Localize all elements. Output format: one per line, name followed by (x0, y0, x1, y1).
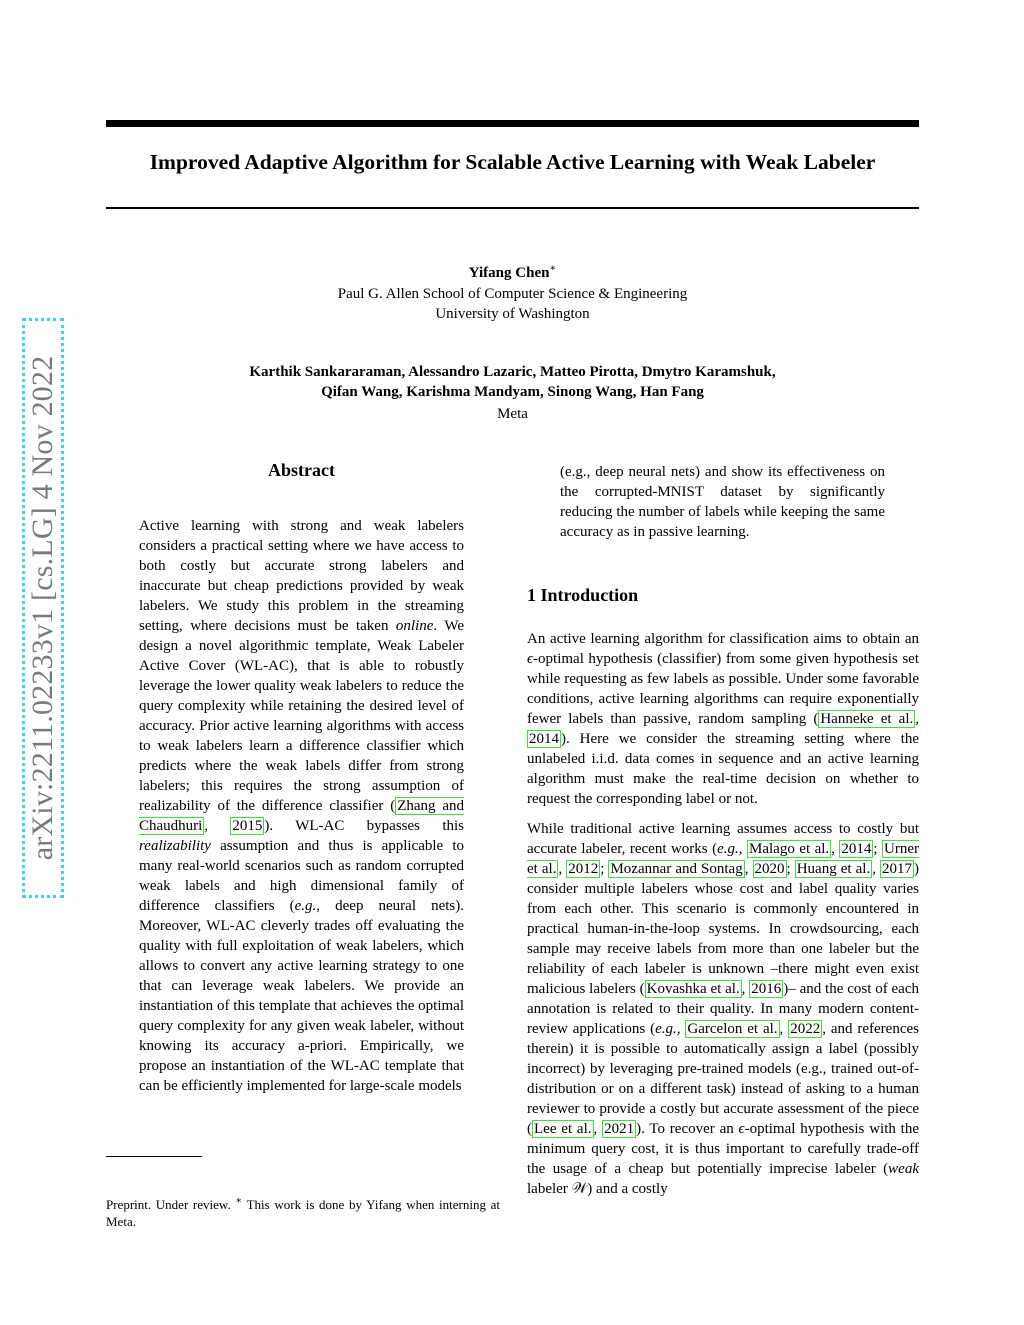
intro-emphasis: weak (888, 1161, 919, 1177)
abstract-emphasis: e.g., (294, 898, 321, 914)
citation-link[interactable]: Mozannar and Sontag (610, 861, 743, 877)
paper-title: Improved Adaptive Algorithm for Scalable Active Learning with Weak Labeler (149, 150, 876, 174)
citation-separator: ; (873, 841, 883, 857)
abstract-emphasis: realizability (139, 838, 211, 854)
intro-text: ). Here we consider the streaming setting where the unlabeled i.i.d. data comes in sequence and an active learning algorithm must make the real-time decision on whether to request the corresponding label or not. (527, 731, 919, 807)
citation-link[interactable]: Kovashka et al. (646, 981, 740, 997)
math-epsilon: ϵ (738, 1121, 745, 1137)
citation-year-link[interactable]: 2017 (882, 861, 912, 877)
abstract-continuation: (e.g., deep neural nets) and show its effectiveness on the corrupted-MNIST dataset by significantly reducing the number of labels while keeping the same accuracy as in passive learning. (560, 464, 885, 540)
citation-separator: ; (600, 861, 609, 877)
intro-paragraph-1: An active learning algorithm for classification aims to obtain an ϵ-optimal hypothesis (classifier) from some given hypothesis set while requesting as few labels as possible. Under some favorable conditions, active learning algorithms can require exponentially fewer labels than passive, random sampling ( Hanneke et al. , 2014 ). Here we consider the streaming setting where the unlabeled i.i.d. data comes in sequence and an active learning algorithm must make the real-time decision on whether to request the corresponding label or not. (527, 631, 919, 807)
section-heading-introduction: 1 Introduction (527, 585, 639, 605)
abstract-emphasis: online (395, 618, 434, 634)
first-author-affiliation-2: University of Washington (435, 306, 590, 322)
abstract-body (139, 516, 464, 1096)
citation-year-link[interactable]: 2021 (604, 1121, 635, 1137)
citation-year-link[interactable]: 2014 (841, 841, 872, 857)
first-author-name: Yifang Chen (468, 265, 550, 281)
citation-link[interactable]: Garcelon et al. (687, 1021, 778, 1037)
author-group-affiliation: Meta (497, 406, 528, 422)
intro-text: labeler (527, 1181, 572, 1197)
citation-year-link[interactable]: 2015 (232, 818, 263, 834)
citation-link[interactable]: Zhang and Chaudhuri (139, 798, 464, 834)
first-author (106, 263, 919, 283)
author-footnote-mark: ∗ (549, 263, 557, 274)
math-epsilon: ϵ (527, 651, 534, 667)
citation-link[interactable]: Huang et al. (796, 861, 871, 877)
citation-separator: ; (786, 861, 795, 877)
title-rule-top (106, 120, 919, 127)
math-weak-labeler-symbol: 𝒲 (571, 1181, 588, 1197)
abstract-text: Active learning with strong and weak labelers considers a practical setting where we have access to both costly but accurate strong labelers and inaccurate but cheap predictions provided by weak labelers. We study this problem in the streaming setting, where decisions must be taken (139, 518, 464, 634)
title-rule-bottom (106, 207, 919, 209)
first-author-affiliation-1: Paul G. Allen School of Computer Science & Engineering (337, 286, 688, 302)
introduction-body (527, 629, 919, 1199)
arxiv-id: arXiv:2211.02233v1 [cs.LG] 4 Nov 2022 (26, 355, 59, 861)
intro-text: While traditional active learning assumes access to costly but accurate labeler, recent works ( (527, 821, 919, 857)
intro-text: )– and the cost of each annotation is related to their quality. In many modern content-review applications ( (527, 981, 919, 1037)
citation-year-link[interactable]: 2016 (751, 981, 782, 997)
abstract-text: deep neural nets). Moreover, WL-AC cleverly trades off evaluating the quality with full exploitation of weak labelers, which allows to convert any active learning strategy to one that can leverage weak labelers. We provide an instantiation of this template that achieves the optimal query complexity for any given weak labeler, without knowing its accuracy a-priori. Empirically, we propose an instantiation of the WL-AC template that can be efficiently implemented for large-scale models (139, 898, 464, 1094)
abstract-text: assumption and thus is applicable to many real-world scenarios such as random corrupted weak labels and high dimensional family of difference classifiers ( (139, 838, 464, 914)
citation-link[interactable]: Malago et al. (749, 841, 830, 857)
abstract-text: ). WL-AC bypasses this (264, 818, 464, 834)
footnote-rule (106, 1156, 202, 1157)
citation-year-link[interactable]: 2014 (529, 731, 559, 747)
citation-link[interactable]: Hanneke et al. (820, 711, 914, 727)
intro-text: -optimal hypothesis with the minimum query cost, it is thus important to carefully trade-off the usage of a cheap but potentially imprecise labeler ( (527, 1121, 920, 1177)
citation-year-link[interactable]: 2012 (568, 861, 599, 877)
citation-year-link[interactable]: 2020 (754, 861, 785, 877)
author-group-line-1: Karthik Sankararaman, Alessandro Lazaric, Matteo Pirotta, Dmytro Karamshuk, (249, 364, 776, 380)
footnote (106, 1196, 500, 1230)
footnote-text: Preprint. Under review. (106, 1197, 236, 1212)
abstract-paragraph: Active learning with strong and weak labelers considers a practical setting where we have access to both costly but accurate strong labelers and inaccurate but cheap predictions provided by weak labelers. We study this problem in the streaming setting, where decisions must be taken online. We design a novel algorithmic template, Weak Labeler Active Cover (WL-AC), that is able to robustly leverage the lower quality weak labelers to reduce the query complexity while retaining the desired level of accuracy. Prior active learning algorithms with access to weak labelers learn a difference classifier which predicts where the weak labels differ from strong labelers; this requires the strong assumption of realizability of the difference classifier ( Zhang and Chaudhuri , 2015 ). WL-AC bypasses this realizability assumption and thus is applicable to many real-world scenarios such as random corrupted weak labels and high dimensional family of difference classifiers (e.g., deep neural nets). Moreover, WL-AC cleverly trades off evaluating the quality with full exploitation of weak labelers, which allows to convert any active learning strategy to one that can leverage weak labelers. We provide an instantiation of this template that achieves the optimal query complexity for any given weak labeler, without knowing its accuracy a-priori. Empirically, we propose an instantiation of the WL-AC template that can be efficiently implemented for large-scale models (139, 518, 464, 1094)
citation-year-link[interactable]: 2022 (790, 1021, 821, 1037)
intro-text: ). To recover an (636, 1121, 739, 1137)
citation-link[interactable]: Urner et al. (527, 841, 920, 877)
footnote-mark: ∗ (235, 1195, 243, 1207)
intro-text: -optimal hypothesis (classifier) from some given hypothesis set while requesting as few labels as possible. Under some favorable conditions, active learning algorithms can require exponentially fewer labels than passive, random sampling ( (527, 651, 919, 727)
footnote-text: This work is done by Yifang when interning at Meta. (106, 1197, 500, 1229)
intro-paragraph-2: While traditional active learning assumes access to costly but accurate labeler, recent works (e.g., Malago et al. , 2014 ; Urner et al. , 2012 ; Mozannar and Sontag , 2020 ; Huang et al. , 2017 ) consider multiple labelers whose cost and label quality varies from each other. This scenario is commonly encountered in practical human-in-the-loop systems. In crowdsourcing, each sample may receive labels from more than one labeler but the reliability of each labeler is unknown –there might even exist malicious labelers ( Kovashka et al. , 2016 )– and the cost of each annotation is related to their quality. In many modern content-review applications (e.g., Garcelon et al. , 2022 , and references therein) it is possible to automatically assign a label (possibly incorrect) by leveraging pre-trained models (e.g., trained out-of-distribution or on a different task) instead of asking to a human reviewer to provide a costly but accurate assessment of the piece ( Lee et al. , 2021 ). To recover an ϵ-optimal hypothesis with the minimum query cost, it is thus important to carefully trade-off the usage of a cheap but potentially imprecise labeler (weak labeler 𝒲) and a costly (527, 821, 920, 1197)
abstract-heading: Abstract (268, 460, 335, 480)
intro-text: An active learning algorithm for classification aims to obtain an (527, 631, 919, 647)
intro-text: ) and a costly (587, 1181, 668, 1197)
citation-link[interactable]: Lee et al. (534, 1121, 592, 1137)
author-group-line-2: Qifan Wang, Karishma Mandyam, Sinong Wang, Han Fang (321, 384, 704, 400)
intro-emphasis: e.g., (655, 1021, 681, 1037)
intro-emphasis: e.g., (717, 841, 743, 857)
arxiv-stamp[interactable] (22, 318, 64, 898)
intro-text: , and references therein) it is possible to automatically assign a label (possibly incorrect) by leveraging pre-trained models (e.g., trained out-of-distribution or on a different task) instead of asking to a human reviewer to provide a costly but accurate assessment of the piece ( (527, 1021, 919, 1137)
abstract-text: . We design a novel algorithmic template, Weak Labeler Active Cover (WL-AC), that is able to robustly leverage the lower quality weak labelers to reduce the query complexity while retaining the desired level of accuracy. Prior active learning algorithms with access to weak labelers learn a difference classifier which predicts where the weak labels differ from strong labelers; this requires the strong assumption of realizability of the difference classifier ( (139, 618, 464, 814)
intro-text: ) consider multiple labelers whose cost and label quality varies from each other. This scenario is commonly encountered in practical human-in-the-loop systems. In crowdsourcing, each sample may receive labels from more than one labeler but the reliability of each labeler is unknown –there might even exist malicious labelers ( (527, 861, 919, 997)
